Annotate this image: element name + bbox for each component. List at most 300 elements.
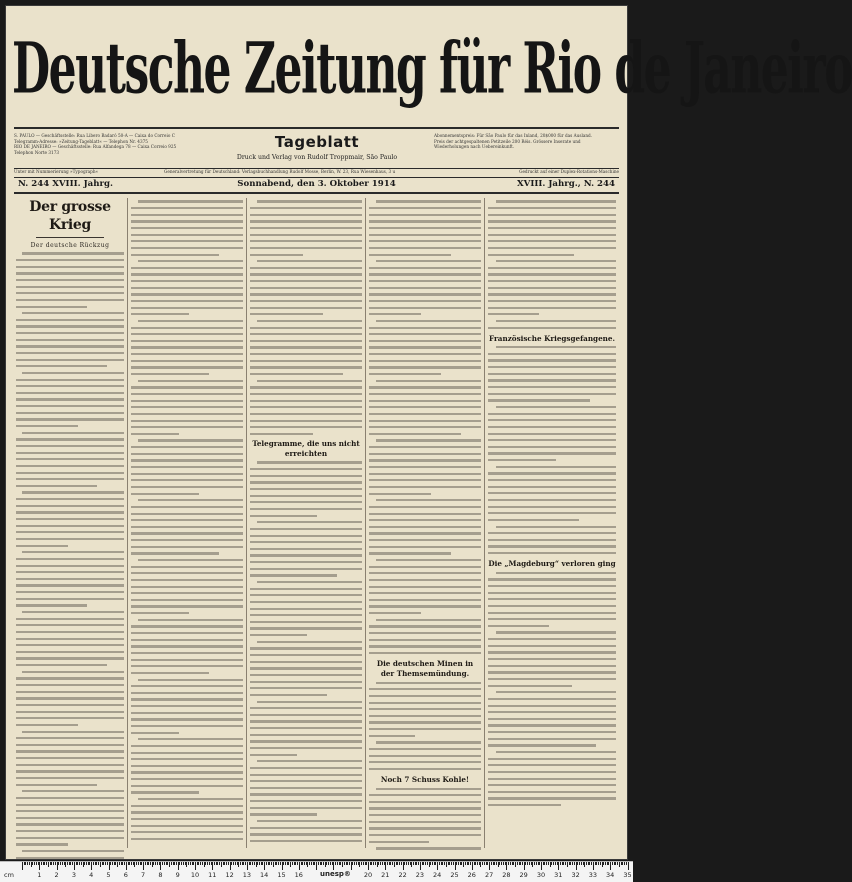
text-stroke xyxy=(16,817,124,819)
text-stroke xyxy=(138,439,243,441)
text-line xyxy=(131,517,243,524)
text-line xyxy=(131,503,243,510)
text-line xyxy=(16,303,124,310)
text-line xyxy=(250,552,362,559)
text-line xyxy=(250,625,362,632)
text-stroke xyxy=(16,565,124,567)
text-line xyxy=(16,761,124,768)
text-stroke xyxy=(131,506,243,508)
text-stroke xyxy=(369,247,481,249)
text-line xyxy=(16,808,124,815)
text-stroke xyxy=(369,539,481,541)
column-2 xyxy=(131,198,243,848)
text-line xyxy=(250,725,362,732)
text-line xyxy=(16,283,124,290)
text-stroke xyxy=(138,798,243,800)
text-stroke xyxy=(376,380,481,382)
text-line xyxy=(488,775,616,782)
text-line xyxy=(369,577,481,584)
text-line xyxy=(369,198,481,205)
text-stroke xyxy=(257,641,362,643)
text-stroke xyxy=(131,811,243,813)
text-stroke xyxy=(488,665,616,667)
text-line xyxy=(16,383,124,390)
text-line xyxy=(16,463,124,470)
text-stroke xyxy=(250,800,362,802)
text-line xyxy=(16,469,124,476)
text-line xyxy=(16,496,124,503)
text-stroke xyxy=(250,353,362,355)
text-stroke xyxy=(138,320,243,322)
text-stroke xyxy=(131,732,179,734)
ruler-number: 15 xyxy=(277,871,286,879)
headline-telegramme: Telegramme, die uns nicht erreichten xyxy=(252,439,360,459)
column-5 xyxy=(488,198,616,848)
column-separator xyxy=(246,198,247,848)
text-stroke xyxy=(369,652,481,654)
text-stroke xyxy=(488,240,616,242)
text-line xyxy=(131,344,243,351)
text-line xyxy=(369,231,481,238)
text-line xyxy=(131,198,243,205)
text-stroke xyxy=(16,618,124,620)
text-line xyxy=(131,251,243,258)
text-stroke xyxy=(257,521,362,523)
text-line xyxy=(131,836,243,843)
text-line xyxy=(250,244,362,251)
text-line xyxy=(369,543,481,550)
text-line xyxy=(131,364,243,371)
text-stroke xyxy=(250,601,362,603)
column-separator xyxy=(365,198,366,848)
text-line xyxy=(369,798,481,805)
text-line xyxy=(16,376,124,383)
text-stroke xyxy=(488,273,616,275)
text-stroke xyxy=(16,352,124,354)
text-stroke xyxy=(250,360,362,362)
text-stroke xyxy=(250,561,362,563)
text-stroke xyxy=(257,380,362,382)
text-line xyxy=(250,592,362,599)
text-line xyxy=(369,739,481,746)
text-stroke xyxy=(131,805,243,807)
text-stroke xyxy=(376,788,481,790)
sub-bar xyxy=(14,169,619,176)
text-line xyxy=(369,523,481,530)
text-stroke xyxy=(250,501,362,503)
text-stroke xyxy=(16,757,124,759)
text-line xyxy=(131,709,243,716)
text-stroke xyxy=(131,346,243,348)
text-stroke xyxy=(16,332,124,334)
text-line xyxy=(16,416,124,423)
text-stroke xyxy=(369,280,481,282)
text-line xyxy=(250,298,362,305)
text-stroke xyxy=(131,778,243,780)
text-stroke xyxy=(250,307,362,309)
text-line xyxy=(488,304,616,311)
text-line xyxy=(488,523,616,530)
text-line xyxy=(131,762,243,769)
text-line xyxy=(488,795,616,802)
text-line xyxy=(250,771,362,778)
office-addresses xyxy=(14,133,202,155)
text-stroke xyxy=(250,574,337,576)
text-stroke xyxy=(369,340,481,342)
text-line xyxy=(16,728,124,735)
text-line xyxy=(369,719,481,726)
text-stroke xyxy=(131,552,219,554)
text-stroke xyxy=(488,419,616,421)
text-line xyxy=(369,732,481,739)
text-stroke xyxy=(131,652,243,654)
text-line xyxy=(369,517,481,524)
text-stroke xyxy=(488,300,616,302)
text-line xyxy=(369,225,481,232)
text-stroke xyxy=(16,624,124,626)
text-stroke xyxy=(16,279,124,281)
text-stroke xyxy=(22,372,124,374)
text-line xyxy=(250,384,362,391)
text-stroke xyxy=(131,546,243,548)
text-stroke xyxy=(250,747,362,749)
text-line xyxy=(369,610,481,617)
text-line xyxy=(16,622,124,629)
text-line xyxy=(488,676,616,683)
text-stroke xyxy=(131,725,243,727)
text-line xyxy=(16,476,124,483)
text-line xyxy=(369,812,481,819)
text-stroke xyxy=(16,631,124,633)
text-stroke xyxy=(131,466,243,468)
text-line xyxy=(16,536,124,543)
text-stroke xyxy=(131,473,243,475)
text-line xyxy=(131,331,243,338)
text-stroke xyxy=(16,764,124,766)
text-line xyxy=(250,479,362,486)
text-line xyxy=(16,741,124,748)
text-line xyxy=(131,278,243,285)
text-line xyxy=(16,615,124,622)
text-line xyxy=(16,668,124,675)
text-stroke xyxy=(250,287,362,289)
text-stroke xyxy=(131,247,243,249)
text-stroke xyxy=(16,385,124,387)
text-stroke xyxy=(488,439,616,441)
text-line xyxy=(131,616,243,623)
text-stroke xyxy=(131,300,243,302)
text-line xyxy=(488,377,616,384)
text-stroke xyxy=(496,346,616,348)
text-stroke xyxy=(369,586,481,588)
text-line xyxy=(250,424,362,431)
text-line xyxy=(16,263,124,270)
text-line xyxy=(16,356,124,363)
text-stroke xyxy=(250,468,362,470)
text-stroke xyxy=(369,346,481,348)
masthead-rule xyxy=(14,127,619,129)
text-stroke xyxy=(22,551,124,553)
text-line xyxy=(16,310,124,317)
office-line: Telephon Norte 3173 xyxy=(14,149,60,155)
text-line xyxy=(488,318,616,325)
ruler-number: 23 xyxy=(415,871,425,879)
text-stroke xyxy=(369,273,481,275)
text-stroke xyxy=(131,599,243,601)
text-line xyxy=(131,238,243,245)
text-line xyxy=(16,854,124,861)
text-line xyxy=(16,316,124,323)
text-stroke xyxy=(16,598,124,600)
text-stroke xyxy=(488,359,616,361)
text-line xyxy=(250,472,362,479)
text-line xyxy=(369,759,481,766)
text-stroke xyxy=(488,645,616,647)
text-line xyxy=(250,685,362,692)
article-body xyxy=(369,679,481,772)
text-line xyxy=(131,583,243,590)
text-line xyxy=(488,470,616,477)
text-stroke xyxy=(131,645,243,647)
text-stroke xyxy=(131,705,243,707)
text-line xyxy=(369,278,481,285)
text-line xyxy=(369,238,481,245)
article-body xyxy=(369,198,481,656)
text-line xyxy=(131,590,243,597)
text-line xyxy=(16,735,124,742)
text-line xyxy=(488,211,616,218)
text-line xyxy=(488,749,616,756)
text-stroke xyxy=(131,327,243,329)
text-stroke xyxy=(131,771,243,773)
text-line xyxy=(131,457,243,464)
text-stroke xyxy=(16,843,68,845)
text-line xyxy=(131,304,243,311)
text-line xyxy=(131,258,243,265)
text-line xyxy=(488,616,616,623)
headline-kohle: Noch 7 Schuss Kohle! xyxy=(380,775,470,785)
article-body xyxy=(488,569,616,808)
text-line xyxy=(369,411,481,418)
text-line xyxy=(488,463,616,470)
text-line xyxy=(369,636,481,643)
text-stroke xyxy=(369,827,481,829)
text-line xyxy=(131,211,243,218)
text-line xyxy=(250,804,362,811)
text-stroke xyxy=(250,481,362,483)
text-stroke xyxy=(250,214,362,216)
ruler-number: 7 xyxy=(141,871,146,879)
text-stroke xyxy=(22,491,124,493)
text-stroke xyxy=(369,715,481,717)
text-line xyxy=(16,409,124,416)
text-line xyxy=(131,723,243,730)
text-line xyxy=(488,536,616,543)
text-stroke xyxy=(369,433,461,435)
text-stroke xyxy=(131,313,189,315)
text-stroke xyxy=(16,737,124,739)
text-line xyxy=(250,218,362,225)
subscription-info xyxy=(434,133,619,150)
text-line xyxy=(131,371,243,378)
text-stroke xyxy=(488,452,616,454)
text-stroke xyxy=(16,325,124,327)
subbar-left: Unter mit Nummerierung »Typograph« xyxy=(14,169,99,174)
text-stroke xyxy=(488,426,616,428)
text-line xyxy=(488,695,616,702)
text-line xyxy=(488,530,616,537)
text-line xyxy=(131,357,243,364)
text-stroke xyxy=(16,266,124,268)
text-stroke xyxy=(131,532,243,534)
text-stroke xyxy=(131,400,243,402)
publisher-line: Druck und Verlag von Rudolf Troppmair, São Paulo xyxy=(236,154,398,161)
text-stroke xyxy=(131,254,219,256)
text-line xyxy=(369,477,481,484)
text-line xyxy=(488,589,616,596)
text-line xyxy=(16,748,124,755)
ruler-number: 24 xyxy=(433,871,442,879)
text-stroke xyxy=(369,313,421,315)
text-stroke xyxy=(369,639,481,641)
text-line xyxy=(131,530,243,537)
article-body xyxy=(250,459,362,844)
text-stroke xyxy=(131,692,243,694)
text-line xyxy=(250,404,362,411)
text-line xyxy=(488,576,616,583)
text-line xyxy=(250,585,362,592)
text-line xyxy=(369,825,481,832)
text-line xyxy=(250,678,362,685)
ruler-number: 25 xyxy=(450,871,459,879)
text-line xyxy=(369,384,481,391)
text-line xyxy=(250,818,362,825)
text-line xyxy=(488,251,616,258)
text-line xyxy=(369,623,481,630)
text-line xyxy=(488,311,616,318)
text-line xyxy=(16,436,124,443)
headline-gefangene: Französische Kriegsgefangene. xyxy=(489,333,615,343)
text-line xyxy=(369,838,481,845)
text-stroke xyxy=(16,558,124,560)
text-stroke xyxy=(250,614,362,616)
text-stroke xyxy=(138,559,243,561)
text-line xyxy=(131,523,243,530)
text-stroke xyxy=(16,784,97,786)
text-line xyxy=(369,692,481,699)
text-stroke xyxy=(250,767,362,769)
text-stroke xyxy=(131,519,243,521)
text-line xyxy=(16,642,124,649)
text-line xyxy=(488,622,616,629)
text-stroke xyxy=(22,731,124,733)
text-line xyxy=(16,549,124,556)
text-line xyxy=(488,357,616,364)
text-line xyxy=(488,649,616,656)
text-stroke xyxy=(16,797,124,799)
text-line xyxy=(250,811,362,818)
text-stroke xyxy=(16,306,87,308)
text-line xyxy=(16,848,124,855)
text-line xyxy=(131,450,243,457)
text-line xyxy=(16,715,124,722)
text-line xyxy=(250,351,362,358)
text-line xyxy=(16,389,124,396)
text-line xyxy=(16,502,124,509)
text-line xyxy=(250,672,362,679)
text-line xyxy=(488,410,616,417)
text-stroke xyxy=(369,708,481,710)
text-stroke xyxy=(496,631,616,633)
text-stroke xyxy=(131,659,243,661)
text-line xyxy=(369,337,481,344)
text-stroke xyxy=(131,526,243,528)
text-stroke xyxy=(131,280,243,282)
text-line xyxy=(250,711,362,718)
text-stroke xyxy=(488,744,596,746)
text-line xyxy=(488,364,616,371)
text-line xyxy=(369,679,481,686)
text-stroke xyxy=(250,774,362,776)
text-line xyxy=(369,530,481,537)
text-stroke xyxy=(369,721,481,723)
text-stroke xyxy=(488,247,616,249)
text-line xyxy=(131,789,243,796)
text-line xyxy=(131,816,243,823)
text-line xyxy=(369,490,481,497)
text-line xyxy=(16,775,124,782)
text-line xyxy=(488,298,616,305)
text-line xyxy=(131,430,243,437)
text-stroke xyxy=(250,667,362,669)
text-line xyxy=(250,391,362,398)
text-stroke xyxy=(488,366,616,368)
text-stroke xyxy=(376,847,481,849)
text-line xyxy=(131,743,243,750)
text-line xyxy=(488,390,616,397)
text-line xyxy=(131,769,243,776)
ruler-number: 20 xyxy=(363,871,373,879)
text-stroke xyxy=(369,519,481,521)
text-line xyxy=(131,497,243,504)
subbar-center: Generalvertretung für Deutschland: Verlagsbuchhandlung Rudolf Mosse, Berlin, W. 23, Rua Wiesenhaus, 3 u xyxy=(164,169,396,174)
text-line xyxy=(488,516,616,523)
text-line xyxy=(250,278,362,285)
text-stroke xyxy=(496,406,616,408)
text-stroke xyxy=(488,678,616,680)
text-line xyxy=(131,782,243,789)
text-line xyxy=(250,519,362,526)
text-stroke xyxy=(250,273,362,275)
text-line xyxy=(16,662,124,669)
text-stroke xyxy=(16,458,124,460)
text-line xyxy=(488,483,616,490)
text-stroke xyxy=(16,744,124,746)
text-stroke xyxy=(22,432,124,434)
text-stroke xyxy=(138,499,243,501)
text-stroke xyxy=(369,353,481,355)
text-stroke xyxy=(488,778,616,780)
text-line xyxy=(369,484,481,491)
text-stroke xyxy=(16,697,124,699)
text-stroke xyxy=(488,267,616,269)
text-stroke xyxy=(250,393,362,395)
text-stroke xyxy=(131,459,243,461)
text-stroke xyxy=(16,485,97,487)
text-line xyxy=(488,550,616,557)
text-stroke xyxy=(131,592,243,594)
text-stroke xyxy=(369,814,481,816)
